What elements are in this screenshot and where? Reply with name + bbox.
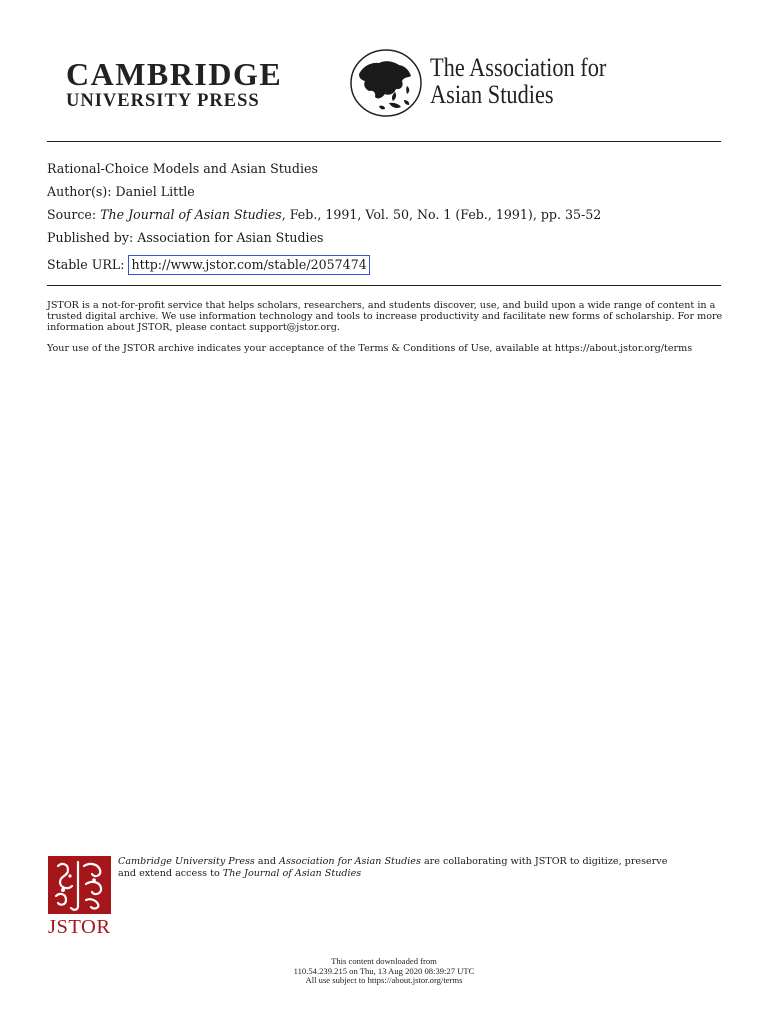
footer-line3: All use subject to https://about.jstor.org/terms xyxy=(305,975,463,986)
collab-middle: are collaborating with JSTOR to digitize, preserve and extend access to xyxy=(118,856,668,879)
footer-line2: 110.54.239.215 on Thu, 13 Aug 2020 08:39:27 UTC xyxy=(293,965,475,976)
asia-globe-icon xyxy=(349,48,423,118)
association-logo-line1: The Association for xyxy=(430,53,607,82)
published-by-line xyxy=(47,230,324,246)
author-label: Author(s): xyxy=(47,184,112,199)
stable-url-link[interactable]: http://www.jstor.com/stable/2057474 xyxy=(128,255,369,275)
jstor-logo xyxy=(48,856,114,936)
collab-and: and xyxy=(254,856,280,867)
association-logo-line2: Asian Studies xyxy=(430,80,554,109)
publisher-name: Association for Asian Studies xyxy=(137,230,324,245)
top-divider xyxy=(47,141,721,142)
collab-party2: Association for Asian Studies xyxy=(279,856,421,867)
jstor-emblem-icon xyxy=(48,856,111,914)
jstor-notice-paragraph: JSTOR is a not-for-profit service that helps scholars, researchers, and students discover, use, and build upon a wide range of content in a trusted digital archive. We use information technology and tools to increase productivity and facilitate new forms of scholarship. For more information about JSTOR, please contact support@jstor.org. xyxy=(47,300,723,334)
terms-notice-paragraph: Your use of the JSTOR archive indicates your acceptance of the Terms & Conditions of Use, available at https://about.jstor.org/terms xyxy=(47,343,693,354)
source-detail: , Feb., 1991, Vol. 50, No. 1 (Feb., 1991), pp. 35-52 xyxy=(281,207,602,222)
download-footer xyxy=(0,957,768,986)
publisher-logo-line2: UNIVERSITY PRESS xyxy=(66,91,260,111)
source-journal: The Journal of Asian Studies xyxy=(100,207,282,222)
source-line xyxy=(47,207,601,223)
publisher-logo-line1: CAMBRIDGE xyxy=(66,56,283,92)
cambridge-university-press-logo xyxy=(66,58,316,111)
bottom-divider xyxy=(47,285,721,286)
collaboration-statement xyxy=(118,856,678,879)
article-title-text: Rational-Choice Models and Asian Studies xyxy=(47,161,318,176)
published-label: Published by: xyxy=(47,230,134,245)
stable-url-line xyxy=(47,255,370,275)
author-line xyxy=(47,184,195,200)
jstor-logo-text: JSTOR xyxy=(48,916,111,938)
collab-party1: Cambridge University Press xyxy=(118,856,255,867)
footer-line1: This content downloaded from xyxy=(331,956,437,966)
author-name: Daniel Little xyxy=(115,184,195,199)
source-label: Source: xyxy=(47,207,97,222)
stable-url-label: Stable URL: xyxy=(47,257,125,272)
article-title xyxy=(47,161,318,177)
collab-journal: The Journal of Asian Studies xyxy=(222,867,362,879)
association-logo-text xyxy=(430,54,606,108)
